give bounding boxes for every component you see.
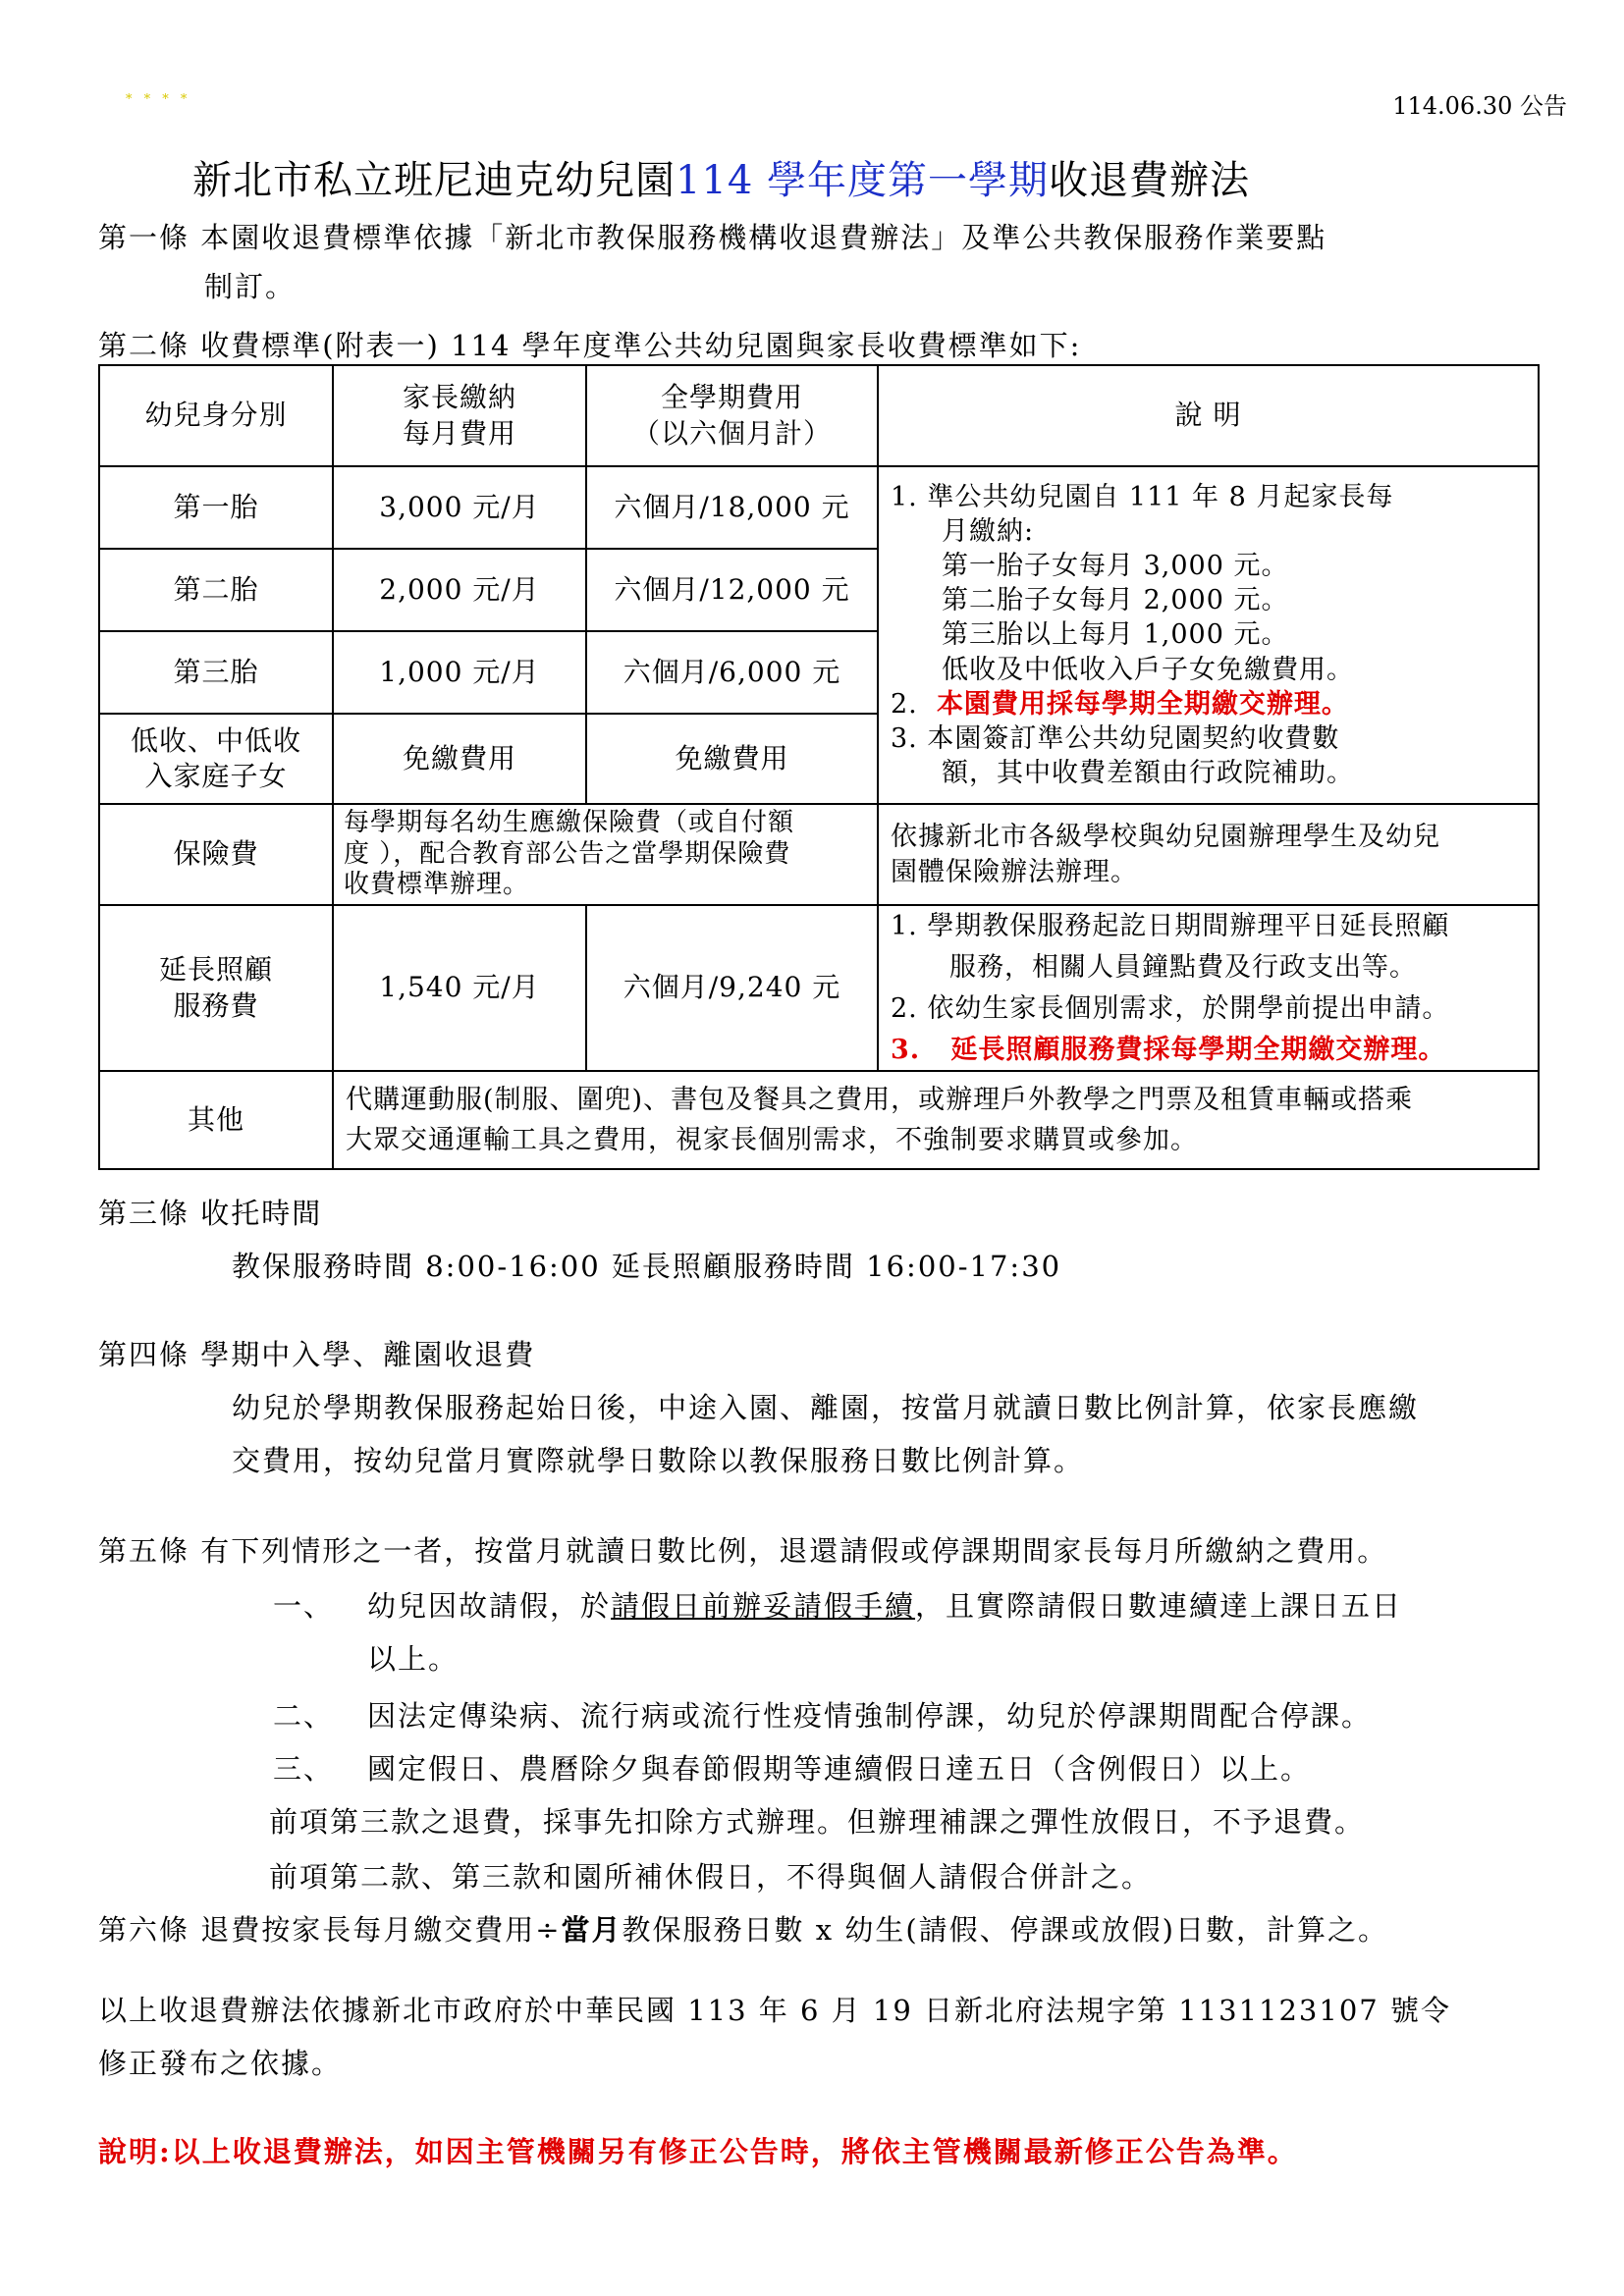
other-desc (333, 1071, 1539, 1169)
header-identity: 幼兒身分別 (99, 365, 333, 466)
header-semester-line-1: 全學期費用 (660, 381, 803, 414)
insurance-note-line-2: 園體保險辦法辦理。 (891, 856, 1138, 887)
fee-table (98, 364, 1540, 1170)
note-item-1-second-child: 第二胎子女每月 2,000 元。 (942, 585, 1289, 616)
article-5-item-1-number: 一、 (273, 1589, 335, 1623)
article-1-line-2: 制訂。 (204, 270, 297, 303)
other-label: 其他 (99, 1071, 333, 1169)
main-note-cell (878, 466, 1539, 804)
note-item-1-line-2: 月繳納: (942, 516, 1035, 548)
row-identity: 第二胎 (99, 549, 333, 631)
extended-semester: 六個月/9,240 元 (586, 905, 878, 1071)
article-3-body: 教保服務時間 8:00-16:00 延長照顧服務時間 16:00-17:30 (232, 1250, 1062, 1283)
row-identity-line-2: 入家庭子女 (144, 760, 288, 792)
article-1-line-1: 第一條 本園收退費標準依據「新北市教保服務機構收退費辦法」及準公共教保服務作業要點 (98, 221, 1327, 254)
row-monthly: 免繳費用 (333, 714, 586, 804)
basis-line-1: 以上收退費辦法依據新北市政府於中華民國 113 年 6 月 19 日新北府法規字第 1131123107 號令 (98, 1994, 1451, 2027)
article-6 (98, 1908, 1388, 1949)
insurance-note (878, 804, 1539, 905)
insurance-desc-line-2: 度 ），配合教育部公告之當學期保險費 (344, 838, 791, 869)
title-prefix: 新北市私立班尼迪克幼兒園 (192, 158, 676, 203)
title-suffix: 收退費辦法 (1049, 158, 1251, 203)
title-highlight: 114 學年度第一學期 (676, 158, 1050, 203)
insurance-desc-line-3: 收費標準辦理。 (344, 870, 530, 900)
article-5-item-1-a: 幼兒因故請假，於 (367, 1589, 612, 1623)
decorative-mark: * * * * (126, 92, 191, 107)
header-monthly-line-2: 每月費用 (402, 416, 516, 450)
row-identity: 第三胎 (99, 631, 333, 714)
article-5-paragraph-2: 前項第二款、第三款和園所補休假日，不得與個人請假合併計之。 (269, 1860, 1153, 1894)
article-5-paragraph-1: 前項第三款之退費，採事先扣除方式辦理。但辦理補課之彈性放假日，不予退費。 (269, 1805, 1366, 1839)
row-semester: 六個月/12,000 元 (586, 549, 878, 631)
article-5-item-3: 國定假日、農曆除夕與春節假期等連續假日達五日（含例假日）以上。 (367, 1752, 1312, 1786)
article-5-item-1-line-2: 以上。 (367, 1642, 460, 1676)
extended-note-2: 2. 依幼生家長個別需求，於開學前提出申請。 (891, 992, 1450, 1024)
extended-note (878, 905, 1539, 1071)
insurance-desc-line-1: 每學期每名幼生應繳保險費（或自付額 (344, 807, 795, 837)
other-desc-line-2: 大眾交通運輸工具之費用，視家長個別需求，不強制要求購買或參加。 (346, 1125, 1198, 1156)
article-4-body-line-2: 交費用，按幼兒當月實際就學日數除以教保服務日數比例計算。 (232, 1444, 1085, 1477)
extended-note-1-line-2: 服務，相關人員鐘點費及行政支出等。 (949, 951, 1417, 983)
note-item-2 (891, 687, 1532, 721)
extended-label (99, 905, 333, 1071)
note-item-1-third-child: 第三胎以上每月 1,000 元。 (942, 619, 1289, 651)
article-2-heading: 第二條 收費標準(附表一) 114 學年度準公共幼兒園與家長收費標準如下: (98, 329, 1082, 362)
article-4-heading: 第四條 學期中入學、離園收退費 (98, 1338, 536, 1371)
insurance-desc (333, 804, 878, 905)
article-6-bold: 當月 (561, 1913, 623, 1947)
note-item-1-low-income: 低收及中低收入戶子女免繳費用。 (942, 654, 1354, 685)
article-5-item-1 (367, 1584, 1402, 1625)
article-6-b: 教保服務日數 x 幼生(請假、停課或放假)日數，計算之。 (622, 1913, 1388, 1947)
article-5-heading: 第五條 有下列情形之一者，按當月就讀日數比例，退還請假或停課期間家長每月所繳納之費用。 (98, 1534, 1388, 1568)
row-monthly: 1,000 元/月 (333, 631, 586, 714)
extended-note-3 (891, 1030, 1532, 1071)
article-5-item-2: 因法定傳染病、流行病或流行性疫情強制停課，幼兒於停課期間配合停課。 (367, 1699, 1373, 1733)
article-4-body-line-1: 幼兒於學期教保服務起始日後，中途入園、離園，按當月就讀日數比例計算，依家長應繳 (232, 1391, 1420, 1424)
article-6-a: 第六條 退費按家長每月繳交費用÷ (98, 1913, 562, 1947)
header-note: 說 明 (878, 365, 1539, 466)
extended-label-line-1: 延長照顧 (158, 953, 273, 987)
extended-label-line-2: 服務費 (173, 988, 259, 1022)
extended-care-row (99, 905, 1539, 1071)
extended-monthly: 1,540 元/月 (333, 905, 586, 1071)
document-title (192, 149, 1250, 205)
row-semester: 六個月/6,000 元 (586, 631, 878, 714)
row-semester: 六個月/18,000 元 (586, 466, 878, 549)
row-identity: 第一胎 (99, 466, 333, 549)
other-desc-line-1: 代購運動服(制服、圍兜)、書包及餐具之費用，或辦理戶外教學之門票及租賃車輛或搭乘 (346, 1084, 1414, 1115)
insurance-note-line-1: 依據新北市各級學校與幼兒園辦理學生及幼兒 (891, 822, 1440, 853)
article-5-item-1-b: ，且實際請假日數連續達上課日五日 (915, 1589, 1403, 1623)
note-item-3-line-2: 額，其中收費差額由行政院補助。 (942, 757, 1354, 788)
article-5-item-2-number: 二、 (273, 1699, 335, 1733)
article-3-heading: 第三條 收托時間 (98, 1197, 323, 1230)
header-semester (586, 365, 878, 466)
row-monthly: 2,000 元/月 (333, 549, 586, 631)
note-item-1: 1. 準公共幼兒園自 111 年 8 月起家長每 (891, 482, 1394, 513)
header-semester-line-2: （以六個月計） (631, 416, 832, 450)
article-5-item-1-underlined: 請假日前辦妥請假手續 (611, 1589, 916, 1623)
row-monthly: 3,000 元/月 (333, 466, 586, 549)
table-header-row (99, 365, 1539, 466)
row-identity (99, 714, 333, 804)
extended-note-1: 1. 學期教保服務起訖日期間辦理平日延長照顧 (891, 911, 1450, 941)
header-monthly-line-1: 家長繳納 (402, 381, 516, 414)
table-row (99, 466, 1539, 549)
row-identity-line-1: 低收、中低收 (130, 723, 301, 757)
footnote: 說明:以上收退費辦法，如因主管機關另有修正公告時，將依主管機關最新修正公告為準。 (98, 2135, 1298, 2168)
basis-line-2: 修正發布之依據。 (98, 2047, 343, 2080)
announcement-date: 114.06.30 公告 (1392, 92, 1567, 120)
note-item-2-number: 2. (891, 688, 918, 720)
article-5-item-3-number: 三、 (273, 1752, 335, 1786)
insurance-label: 保險費 (99, 804, 333, 905)
row-semester: 免繳費用 (586, 714, 878, 804)
extended-note-3-number: 3. (891, 1034, 921, 1065)
header-monthly (333, 365, 586, 466)
note-item-3: 3. 本園簽訂準公共幼兒園契約收費數 (891, 722, 1340, 754)
note-item-1-first-child: 第一胎子女每月 3,000 元。 (942, 551, 1289, 582)
note-item-2-text: 本園費用採每學期全期繳交辦理。 (936, 688, 1349, 720)
extended-note-3-text: 延長照顧服務費採每學期全期繳交辦理。 (950, 1034, 1446, 1065)
insurance-row (99, 804, 1539, 905)
other-row (99, 1071, 1539, 1169)
